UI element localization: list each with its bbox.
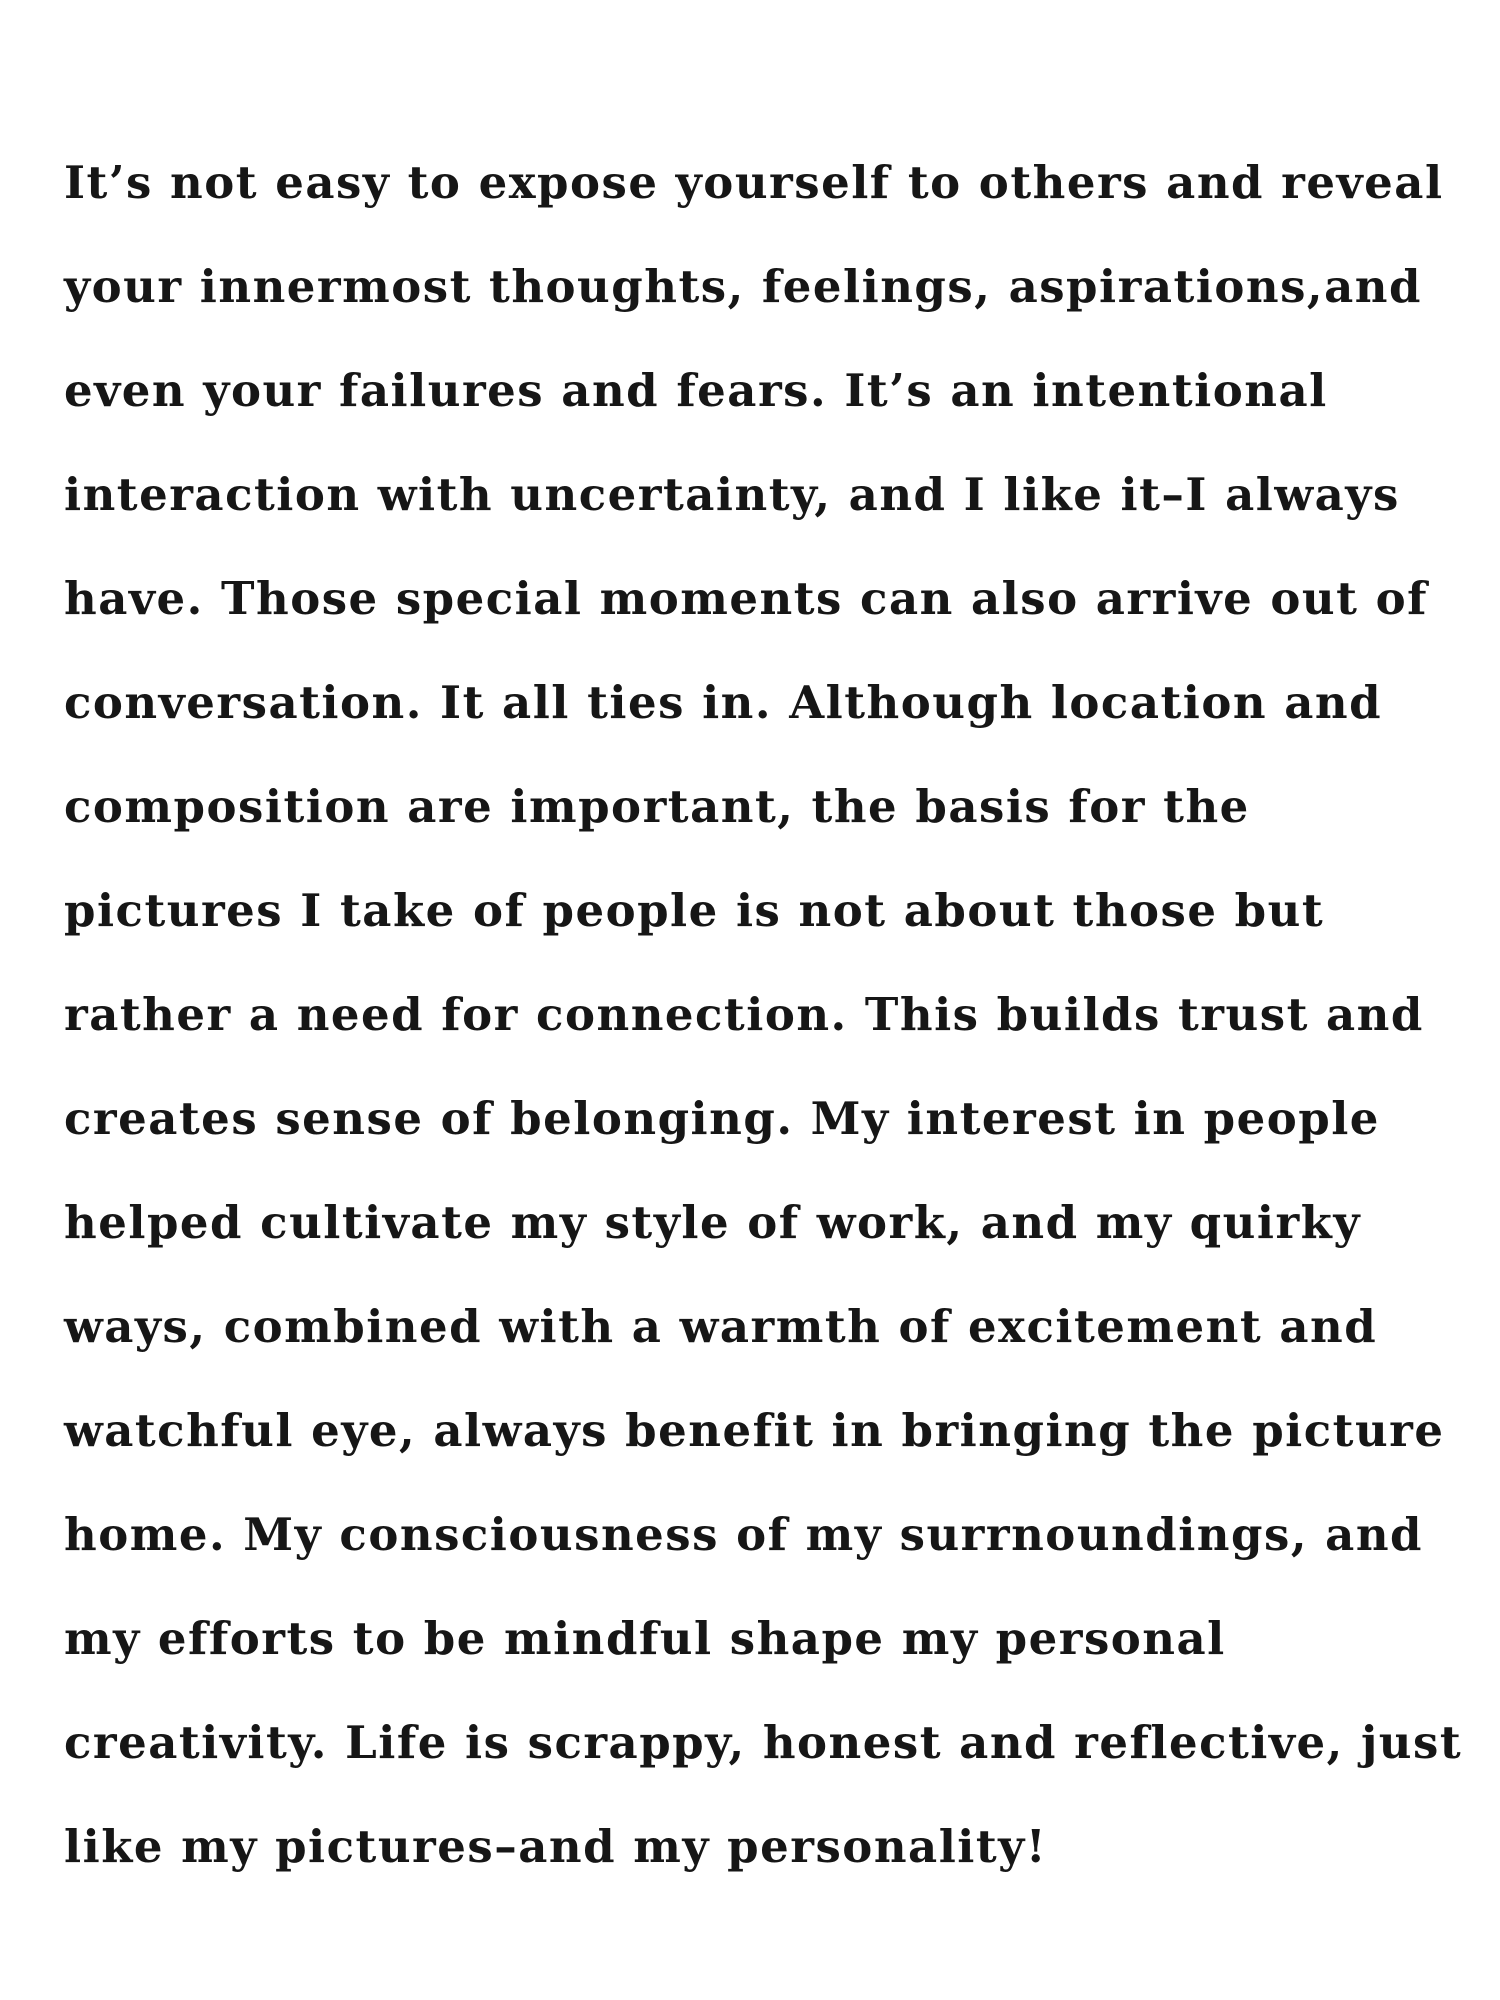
text-line: your innermost thoughts, feelings, aspirations,and (64, 260, 1422, 313)
text-line: even your failures and fears. It’s an intentional (64, 364, 1328, 417)
text-line: composition are important, the basis for the (64, 780, 1250, 833)
text-line: creates sense of belonging. My interest in people (64, 1092, 1380, 1145)
text-line: helped cultivate my style of work, and my quirky (64, 1196, 1361, 1249)
text-line: my efforts to be mindful shape my personal (64, 1612, 1226, 1665)
text-line: conversation. It all ties in. Although location and (64, 676, 1383, 729)
text-line: have. Those special moments can also arrive out of (64, 572, 1428, 625)
text-line: pictures I take of people is not about those but (64, 884, 1325, 937)
text-line: rather a need for connection. This builds trust and (64, 988, 1424, 1041)
body-paragraph (64, 148, 1484, 1916)
text-line: watchful eye, always benefit in bringing the picture (64, 1404, 1445, 1457)
text-line: home. My consciousness of my surrnoundings, and (64, 1508, 1423, 1561)
text-line: ways, combined with a warmth of excitement and (64, 1300, 1378, 1353)
text-line: creativity. Life is scrappy, honest and reflective, just (64, 1716, 1463, 1769)
text-line: interaction with uncertainty, and I like it–I always (64, 468, 1400, 521)
text-line: like my pictures–and my personality! (64, 1820, 1048, 1873)
text-line: It’s not easy to expose yourself to others and reveal (64, 156, 1444, 209)
